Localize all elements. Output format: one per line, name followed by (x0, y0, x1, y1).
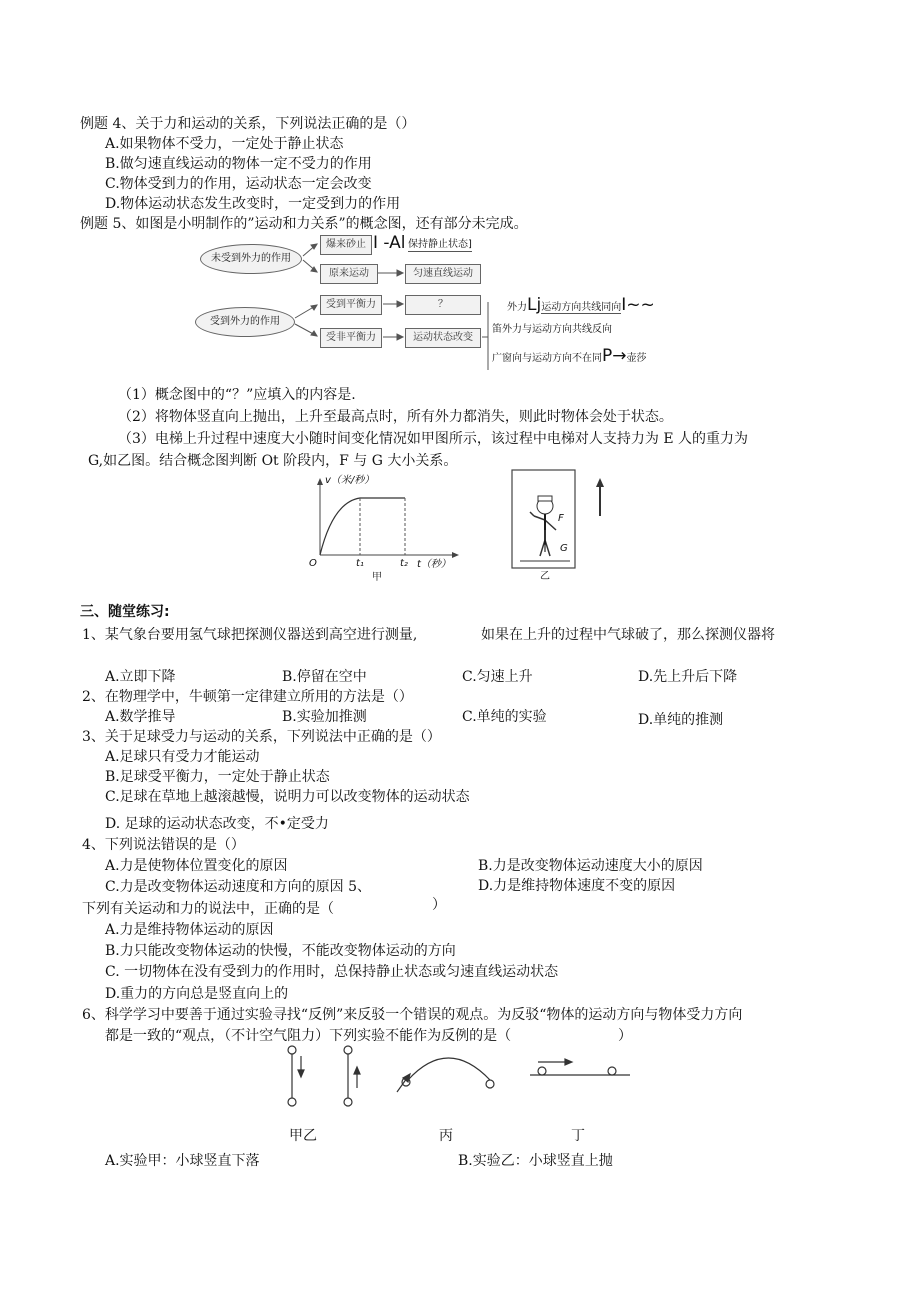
q6-option-b: B.实验乙：小球竖直上抛 (458, 1153, 613, 1169)
branch-opposite-direction: 笛外力与运动方向共线反向 (492, 324, 612, 335)
q4-option-d: D.力是维持物体速度不变的原因 (478, 878, 676, 894)
q4-option-c: C.力是改变物体运动速度和方向的原因 5、 (105, 879, 372, 895)
q2-option-d: D.单纯的推测 (638, 712, 724, 728)
q5-close: ） (432, 897, 446, 913)
q6-line-b: 都是一致的“观点，（不计空气阻力）下列实验不能作为反例的是（ (105, 1028, 512, 1044)
q3-option-d: D. 足球的运动状态改变，不•定受力 (105, 816, 329, 832)
graph-ylabel: v（米/秒） (325, 475, 375, 486)
ex5-part3-line1: （3）电梯上升过程中速度大小随时间变化情况如甲图所示，该过程中电梯对人支持力为 E 人的重力为 (118, 431, 749, 447)
ex4-option-a: A.如果物体不受力，一定处于静止状态 (105, 136, 344, 152)
ex4-option-b: B.做匀速直线运动的物体一定不受力的作用 (105, 156, 372, 172)
q1-option-b: B.停留在空中 (282, 669, 367, 685)
q3-option-c: C.足球在草地上越滚越慢，说明力可以改变物体的运动状态 (105, 789, 470, 805)
q4: 4、下列说法错误的是（） (82, 837, 245, 853)
branch-1-a: 外力 (507, 302, 527, 313)
q1-option-a: A.立即下降 (105, 669, 176, 685)
node-question: ？ (405, 295, 481, 315)
node-unbalanced: 受非平衡力 (320, 328, 382, 348)
branch-1-b: Lj (527, 295, 542, 315)
label-ding: 丁 (571, 1128, 585, 1144)
ex5-part2: （2）将物体竖直向上抛出，上升至最高点时，所有外力都消失，则此时物体会处于状态。 (118, 409, 673, 425)
ex5-part3-line2: G,如乙图。结合概念图判断 Ot 阶段内，F 与 G 大小关系。 (88, 453, 458, 469)
node-orig-move: 原来运动 (320, 264, 378, 284)
node-balanced: 受到平衡力 (320, 295, 382, 315)
ex5-part1: （1）概念图中的“？”应填入的内容是. (118, 387, 356, 403)
graph-caption: 甲 (372, 572, 382, 583)
branch-3-b: P→ (602, 346, 627, 366)
force-G-label: G (560, 543, 568, 554)
label-bing: 丙 (439, 1128, 453, 1144)
figure-caption: 乙 (540, 571, 550, 582)
graph-t2: t₂ (400, 558, 408, 569)
q2-option-b: B.实验加推测 (282, 709, 367, 725)
velocity-graph (305, 470, 470, 585)
node-no-force: 未受到外力的作用 (200, 244, 302, 274)
branch-3-a: 广窗向与运动方向不在同 (492, 353, 602, 364)
graph-origin: O (309, 558, 317, 569)
ex4-option-d: D.物体运动状态发生改变时，一定受到力的作用 (105, 196, 401, 212)
branch-1-d: I~~ (621, 295, 655, 315)
q4-option-b: B.力是改变物体运动速度大小的原因 (478, 858, 703, 874)
node-force: 受到外力的作用 (195, 307, 295, 337)
q5: 下列有关运动和力的说法中，正确的是（ (82, 901, 334, 917)
node-uniform-motion: 匀速直线运动 (405, 264, 481, 284)
q1-line-b: 如果在上升的过程中气球破了，那么探测仪器将 (481, 627, 775, 643)
q3-option-a: A.足球只有受力才能运动 (105, 749, 260, 765)
ex4-question: 例题 4、关于力和运动的关系，下列说法正确的是（） (80, 116, 416, 132)
q1-line-a: 1、某气象台要用氢气球把探测仪器送到高空进行测量, (82, 627, 418, 643)
label-jia-yi: 甲乙 (289, 1128, 317, 1144)
graph-t1: t₁ (356, 558, 364, 569)
q2-option-a: A.数学推导 (105, 709, 176, 725)
branch-not-collinear (492, 346, 647, 366)
q6-close: ） (618, 1028, 632, 1044)
elevator-svg (510, 468, 610, 584)
concept-map (195, 232, 695, 372)
q4-option-a: A.力是使物体位置变化的原因 (105, 858, 288, 874)
q3-option-b: B.足球受平衡力，一定处于静止状态 (105, 769, 330, 785)
elevator-figure (510, 468, 610, 584)
q5-option-d: D.重力的方向总是竖直向上的 (105, 986, 289, 1002)
node-state-change: 运动状态改变 (405, 328, 481, 348)
q6-line-a: 6、科学学习中要善于通过实验寻找“反例”来反驳一个错误的观点。为反驳“物体的运动方向与物体受力方向 (82, 1007, 743, 1023)
ex4-option-c: C.物体受到力的作用，运动状态一定会改变 (105, 176, 372, 192)
q2-option-c: C.单纯的实验 (462, 709, 547, 725)
force-F-label: F (558, 513, 564, 524)
q5-option-c: C. 一切物体在没有受到力的作用时，总保持静止状态或匀速直线运动状态 (105, 964, 559, 980)
ex5-question: 例题 5、如图是小明制作的”运动和力关系”的概念图，还有部分未完成。 (80, 216, 528, 232)
q1-option-d: D.先上升后下降 (638, 669, 738, 685)
q2: 2、在物理学中，牛顿第一定律建立所用的方法是（） (82, 689, 413, 705)
graph-xlabel: t（秒） (417, 559, 451, 570)
branch-same-direction (507, 295, 655, 315)
section-title: 三、随堂练习: (80, 604, 170, 620)
q5-option-b: B.力只能改变物体运动的快慢，不能改变物体运动的方向 (105, 943, 456, 959)
branch-3-c: 壶莎 (626, 353, 647, 364)
rest-arrow-symbol: I -Al (373, 233, 406, 253)
branch-1-c: 运动方向共线同向 (541, 302, 622, 313)
experiment-diagrams (280, 1042, 640, 1114)
q1-option-c: C.匀速上升 (462, 669, 533, 685)
q6-option-a: A.实验甲：小球竖直下落 (105, 1153, 260, 1169)
q3: 3、关于足球受力与运动的关系，下列说法中正确的是（） (82, 729, 441, 745)
node-orig-rest: 爆来砂止 (320, 235, 372, 255)
q5-option-a: A.力是维持物体运动的原因 (105, 922, 274, 938)
node-keep-rest: 保持静止状态] (408, 239, 472, 250)
